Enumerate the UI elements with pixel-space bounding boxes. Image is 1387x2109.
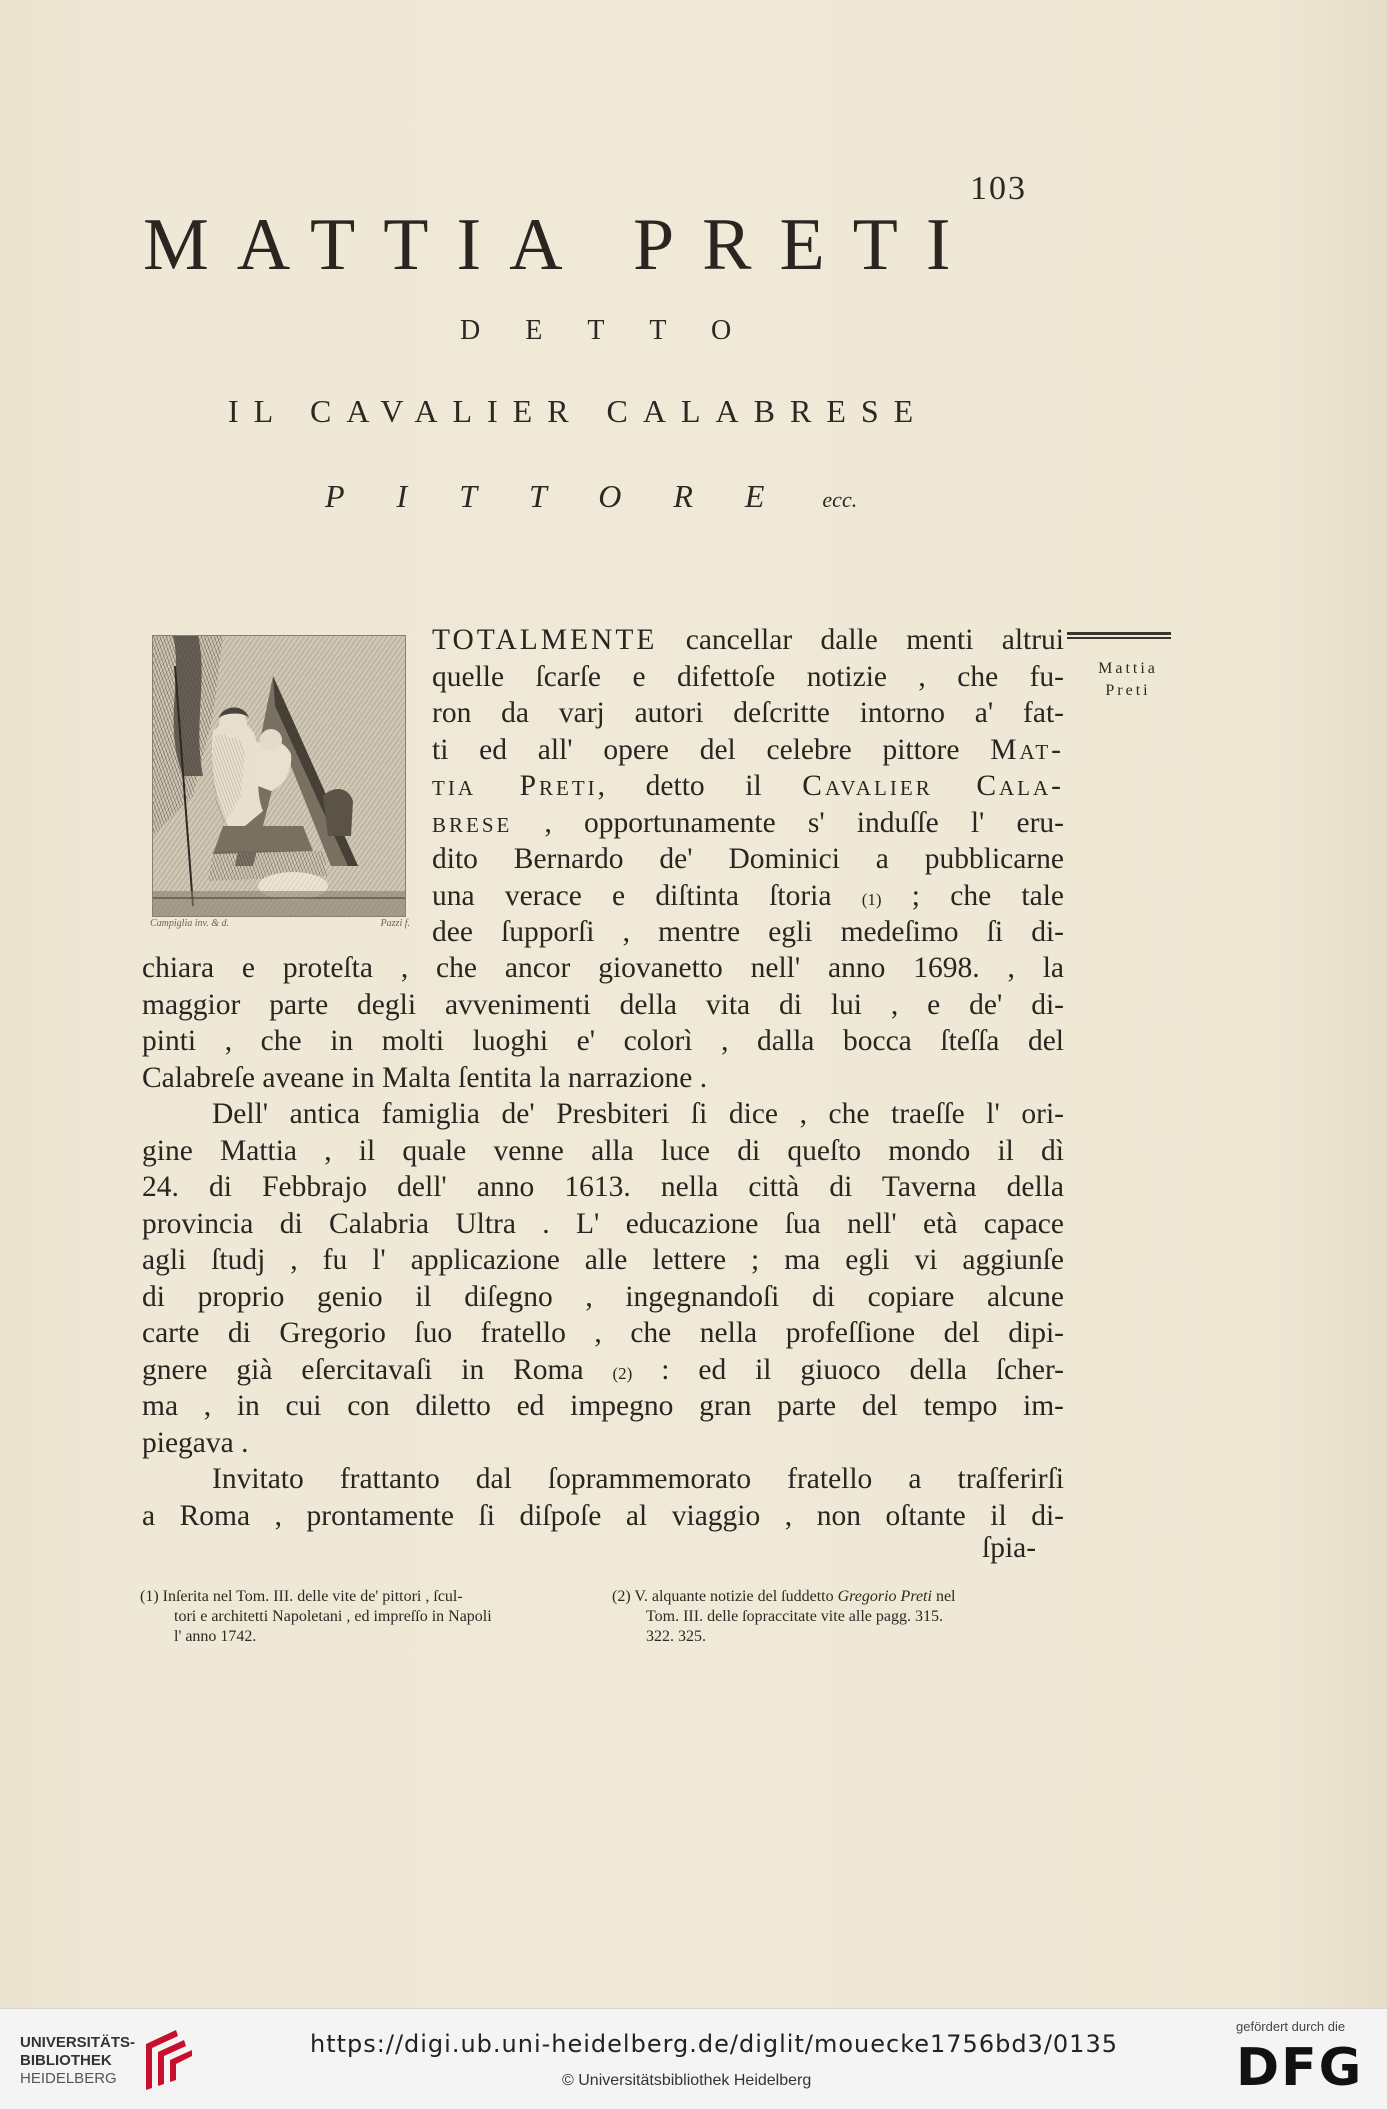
text-line <box>142 1498 1064 1535</box>
engraving-credit-right: Pazzi f. <box>380 918 410 929</box>
footnotes <box>140 1587 1064 1647</box>
text-line <box>432 768 1064 805</box>
engraving-credits <box>150 918 410 929</box>
text-run: a Roma , prontamente ſi diſpoſe al viaggio , non oſtante il di- <box>142 1499 1064 1532</box>
dfg-logo[interactable]: DFG <box>1236 2038 1364 2098</box>
subtitle-cavalier-text: IL CAVALIER CALABRESE <box>228 393 929 429</box>
engraving-image <box>153 636 405 916</box>
text-run: Gregorio Preti <box>837 1588 932 1605</box>
body-text-wrapped <box>432 622 1064 951</box>
marginal-note-line2: Preti <box>1105 682 1151 699</box>
text-line <box>142 1060 1064 1097</box>
text-line <box>432 732 1064 769</box>
text-line <box>432 914 1064 951</box>
text-line <box>142 1315 1064 1352</box>
text-run: ; che tale <box>881 879 1065 912</box>
library-logo-icon <box>138 2024 198 2094</box>
text-line <box>142 1206 1064 1243</box>
subtitle-ecc: ecc. <box>822 487 858 512</box>
text-run: ti ed all' opere del celebre pittore <box>432 733 991 766</box>
body-text-full <box>142 950 1064 1534</box>
footnote-ref: (1) <box>861 889 882 909</box>
logo-line3: HEIDELBERG <box>20 2070 117 2087</box>
text-run: carte di Gregorio ſuo fratello , che nella profeſſione del dipi- <box>142 1317 1064 1349</box>
text-run: agli ſtudj , fu l' applicazione alle lettere ; ma egli vi aggiunſe <box>142 1244 1064 1276</box>
text-line <box>142 987 1064 1024</box>
library-logo-text <box>20 2034 135 2088</box>
text-line <box>142 1169 1064 1206</box>
text-run: provincia di Calabria Ultra . L' educazione ſua nell' età capace <box>142 1207 1064 1240</box>
text-run: l' anno 1742. <box>174 1628 257 1645</box>
text-line <box>432 622 1064 659</box>
text-run: 322. 325. <box>646 1628 706 1645</box>
text-run: TOTALMENTE <box>432 624 658 656</box>
footnote-line <box>612 1587 1064 1607</box>
text-run: una verace e diſtinta ſtoria <box>432 879 862 912</box>
text-run: Tom. III. delle ſopraccitate vite alle pagg. 315. <box>646 1608 943 1625</box>
text-run: , detto il <box>597 770 803 802</box>
marginal-note <box>1073 658 1183 702</box>
marginal-note-line1: Mattia <box>1098 660 1158 677</box>
text-run: di proprio genio il diſegno , ingegnandoſi di copiare alcune <box>142 1280 1064 1313</box>
text-run: ron da varj autori deſcritte intorno a' fat- <box>432 697 1064 729</box>
engraving-credit-left: Campiglia inv. & d. <box>150 918 229 929</box>
text-line <box>432 841 1064 878</box>
text-run: (1) Inſerita nel Tom. III. delle vite de' pittori , ſcul- <box>140 1588 463 1605</box>
text-run: Dell' antica famiglia de' Presbiteri ſi dice , che traeſſe l' ori- <box>212 1098 1064 1130</box>
text-run: (2) V. alquante notizie del ſuddetto <box>612 1588 838 1605</box>
permalink-url[interactable]: https://digi.ub.uni-heidelberg.de/diglit/mouecke1756bd3/0135 <box>310 2030 1118 2058</box>
text-line <box>432 805 1064 842</box>
text-run: nel <box>931 1588 956 1605</box>
text-run: Invitato frattanto dal ſoprammemorato fratello a traſferirſi <box>212 1463 1064 1495</box>
logo-line1: UNIVERSITÄTS- <box>20 2034 136 2051</box>
dfg-caption: gefördert durch die <box>1236 2019 1346 2034</box>
text-run: Mat- <box>990 733 1064 766</box>
text-line <box>432 659 1064 696</box>
copyright-text: © Universitätsbibliothek Heidelberg <box>562 2072 812 2089</box>
catchword: ſpia- <box>982 1532 1037 1564</box>
text-run: Cavalier Cala- <box>802 770 1064 802</box>
footnote-line <box>140 1587 592 1607</box>
text-run: : ed il giuoco della ſcher- <box>632 1353 1065 1386</box>
footnote-1 <box>140 1587 592 1647</box>
text-line <box>142 1388 1064 1425</box>
text-run: maggior parte degli avvenimenti della vita di lui , e de' di- <box>142 988 1064 1021</box>
text-line <box>432 878 1064 915</box>
text-line <box>142 1279 1064 1316</box>
text-run: pinti , che in molti luoghi e' colorì , dalla bocca ſteſſa del <box>142 1025 1064 1057</box>
text-line <box>142 950 1064 987</box>
text-line <box>142 1461 1064 1498</box>
text-line <box>142 1352 1064 1389</box>
footnote-2 <box>612 1587 1064 1647</box>
subtitle-pittore-row <box>325 478 857 515</box>
text-run: brese <box>432 806 513 839</box>
text-line <box>142 1242 1064 1279</box>
footnote-line <box>140 1607 592 1627</box>
engraving-illustration <box>152 635 406 917</box>
text-run: piegava . <box>142 1426 249 1459</box>
text-line <box>142 1425 1064 1462</box>
subtitle-detto: DETTO <box>460 315 777 346</box>
footnote-line <box>612 1627 1064 1647</box>
text-run: dee ſupporſi , mentre egli medeſimo ſi di- <box>432 916 1064 948</box>
text-run: tia Preti <box>432 770 598 802</box>
text-run: cancellar dalle menti altrui <box>657 624 1064 656</box>
text-run: , opportunamente s' induſſe l' eru- <box>512 806 1064 839</box>
subtitle-pittore: PITTORE <box>325 478 817 514</box>
text-run: gnere già eſercitavaſi in Roma <box>142 1353 613 1386</box>
text-run: 24. di Febbrajo dell' anno 1613. nella città di Taverna della <box>142 1171 1064 1203</box>
footnote-line <box>140 1627 592 1647</box>
library-logo[interactable] <box>20 2024 210 2094</box>
marginal-rule <box>1067 632 1171 642</box>
text-run: tori e architetti Napoletani , ed impreſſo in Napoli <box>174 1608 492 1625</box>
text-run: ma , in cui con diletto ed impegno gran parte del tempo im- <box>142 1390 1064 1422</box>
text-run: chiara e proteſta , che ancor giovanetto nell' anno 1698. , la <box>142 952 1064 984</box>
page-title: MATTIA PRETI <box>143 204 979 286</box>
text-line <box>142 1096 1064 1133</box>
page-number: 103 <box>970 170 1027 207</box>
footnote-line <box>612 1607 1064 1627</box>
footnote-ref: (2) <box>612 1363 633 1383</box>
text-run: dito Bernardo de' Dominici a pubblicarne <box>432 843 1064 875</box>
text-line <box>142 1023 1064 1060</box>
text-run: gine Mattia , il quale venne alla luce di queſto mondo il dì <box>142 1134 1064 1167</box>
text-run: quelle ſcarſe e difettoſe notizie , che fu- <box>432 660 1064 693</box>
text-line <box>142 1133 1064 1170</box>
text-line <box>432 695 1064 732</box>
text-run: Calabreſe aveane in Malta ſentita la narrazione . <box>142 1061 708 1094</box>
logo-line2: BIBLIOTHEK <box>20 2052 112 2069</box>
subtitle-cavalier <box>228 393 928 430</box>
